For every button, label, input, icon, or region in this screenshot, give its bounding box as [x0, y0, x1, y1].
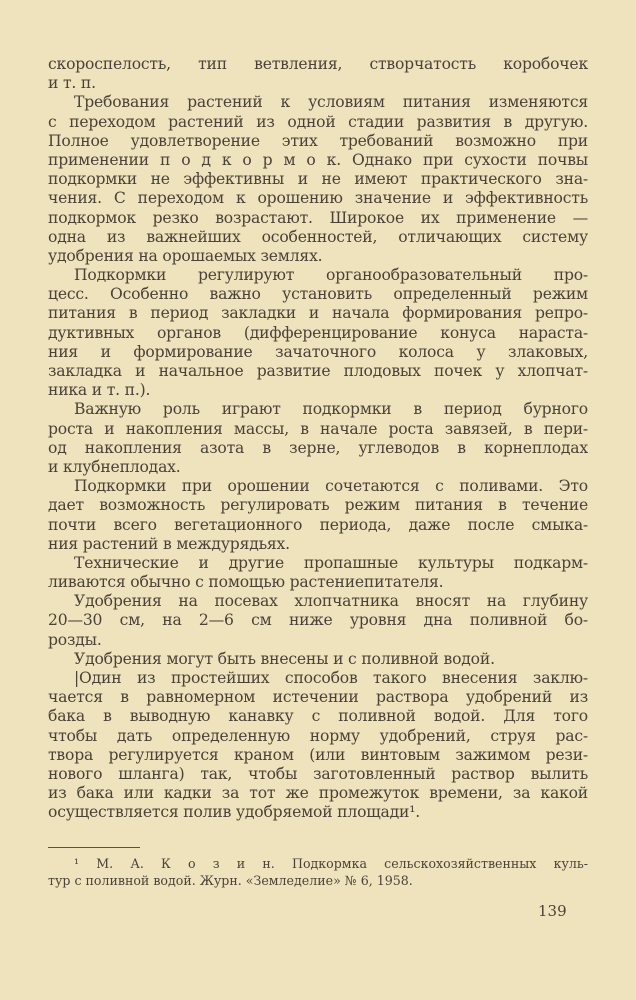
text-line: ливаются обычно с помощью растениепитателя.	[48, 573, 444, 592]
text-line: почти всего вегетационного периода, даже после смыка-	[48, 515, 588, 534]
paragraph	[48, 650, 588, 669]
text-line: 20—30 см, на 2—6 см ниже уровня дна поливной бо-	[48, 611, 588, 630]
text-line: осуществляется полив удобряемой площади¹.	[48, 803, 421, 822]
text-line: ния и формирование зачаточного колоса у злаковых,	[48, 342, 588, 361]
text-line: ника и т. п.).	[48, 381, 151, 400]
text-line: чается в равномерном истечении раствора удобрений из	[48, 688, 588, 707]
text-line: роста и накопления массы, в начале роста завязей, в пери-	[48, 419, 588, 438]
text-line: и клубнеплодах.	[48, 457, 181, 476]
text-line: од накопления азота в зерне, углеводов в корнеплодах	[48, 438, 588, 457]
text-line: удобрения на орошаемых землях.	[48, 246, 323, 265]
text-line: чения. С переходом к орошению значение и эффективность	[48, 189, 588, 208]
text-line: подкормок резко возрастают. Широкое их применение —	[48, 208, 588, 227]
paragraph	[48, 554, 588, 592]
text-line: чтобы дать определенную норму удобрений, струя рас-	[48, 726, 588, 745]
paragraph	[48, 592, 588, 650]
text-line: с переходом растений из одной стадии развития в другую.	[48, 112, 588, 131]
body-text	[48, 55, 588, 823]
text-line: нового шланга) так, чтобы заготовленный раствор вылить	[48, 764, 588, 783]
text-line: цесс. Особенно важно установить определенный режим	[48, 285, 588, 304]
text-line: бака в выводную канавку с поливной водой. Для того	[48, 707, 588, 726]
text-line: и т. п.	[48, 74, 96, 93]
text-line: из бака или кадки за тот же промежуток времени, за какой	[48, 784, 588, 803]
footnote-line: тур с поливной водой. Журн. «Земледелие» № 6, 1958.	[48, 873, 413, 888]
text-line: Технические и другие пропашные культуры подкарм-	[74, 553, 588, 572]
text-line: подкормки не эффективны и не имеют практического зна-	[48, 170, 588, 189]
text-line: применении п о д к о р м о к. Однако при сухости почвы	[48, 150, 588, 169]
paragraph	[48, 55, 588, 93]
footnote-divider	[48, 847, 140, 848]
text-line: Удобрения на посевах хлопчатника вносят на глубину	[74, 592, 588, 611]
text-line: твора регулируется краном (или винтовым зажимом рези-	[48, 745, 588, 764]
text-line: дает возможность регулировать режим питания в течение	[48, 496, 588, 515]
text-line: питания в период закладки и начала формирования репро-	[48, 304, 588, 323]
text-line: |Один из простейших способов такого внесения заклю-	[74, 669, 588, 687]
text-line: дуктивных органов (дифференцирование конуса нараста-	[48, 323, 588, 342]
page-number: 139	[538, 902, 567, 920]
text-line: одна из важнейших особенностей, отличающих систему	[48, 227, 588, 246]
text-line: ния растений в междурядьях.	[48, 534, 290, 553]
text-line: закладка и начальное развитие плодовых почек у хлопчат-	[48, 362, 588, 380]
text-line: Подкормки при орошении сочетаются с поливами. Это	[74, 477, 588, 496]
paragraph	[48, 669, 588, 823]
paragraph	[48, 266, 588, 400]
footnote-line: ¹ М. А. К о з и н. Подкормка сельскохозяйственных куль-	[74, 856, 588, 871]
text-line: розды.	[48, 630, 102, 649]
text-line: Удобрения могут быть внесены и с поливной водой.	[74, 649, 495, 668]
paragraph	[48, 93, 588, 266]
text-line: Важную роль играют подкормки в период бурного	[74, 400, 588, 419]
text-line: скороспелость, тип ветвления, створчатость коробочек	[48, 55, 588, 73]
paragraph	[48, 477, 588, 554]
text-line: Полное удовлетворение этих требований возможно при	[48, 131, 588, 150]
text-line: Подкормки регулируют органообразовательный про-	[74, 266, 588, 285]
text-line: Требования растений к условиям питания изменяются	[74, 93, 588, 112]
paragraph	[48, 400, 588, 477]
footnote	[48, 855, 588, 889]
